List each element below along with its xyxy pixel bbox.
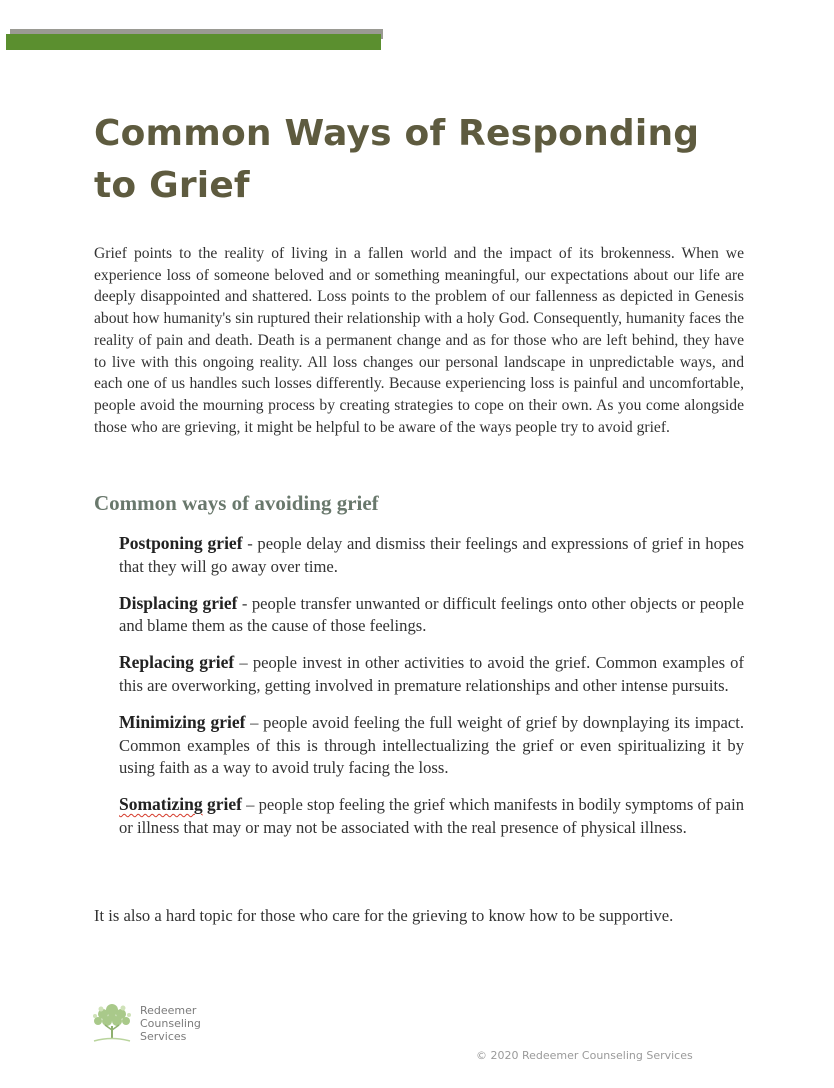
list-item bbox=[119, 651, 744, 698]
item-description: - people delay and dismiss their feelings and expressions of grief in hopes that they will go away over time. bbox=[119, 534, 744, 576]
item-term: Displacing grief bbox=[119, 592, 238, 613]
list-item bbox=[119, 532, 744, 579]
header-bar-green bbox=[6, 34, 381, 50]
list-item bbox=[119, 793, 744, 840]
copyright-text: © 2020 Redeemer Counseling Services bbox=[476, 1049, 693, 1062]
section-heading: Common ways of avoiding grief bbox=[94, 491, 379, 515]
grief-list bbox=[119, 532, 744, 853]
list-item bbox=[119, 711, 744, 780]
logo-line: Services bbox=[140, 1030, 187, 1043]
logo-line: Counseling bbox=[140, 1017, 201, 1030]
intro-paragraph: Grief points to the reality of living in a fallen world and the impact of its brokenness. When we experience loss of someone beloved and or something meaningful, our expectations about our life are deeply disappointed and shattered. Loss points to the problem of our fallenness as depicted in Genesis about how humanity's sin ruptured their relationship with a holy God. Consequently, humanity faces the reality of pain and death. Death is a permanent change and as for those who are left behind, they have to live with this ongoing reality. All loss changes our personal landscape in unpredictable ways, and each one of us handles such losses differently. Because experiencing loss is painful and uncomfortable, people avoid the mourning process by creating strategies to cope on their own. As you come alongside those who are grieving, it might be helpful to be aware of the ways people try to avoid grief. bbox=[94, 245, 744, 436]
footer-logo bbox=[90, 998, 230, 1046]
item-term-rest: grief bbox=[202, 794, 242, 815]
logo-line: Redeemer bbox=[140, 1004, 197, 1017]
list-item bbox=[119, 592, 744, 639]
page-title: Common Ways of Responding to Grief bbox=[94, 113, 700, 206]
item-description: – people stop feeling the grief which manifests in bodily symptoms of pain or illness that may or may not be associated with the real presence of physical illness. bbox=[119, 795, 745, 837]
item-term: Replacing grief bbox=[119, 652, 235, 673]
item-term-misspelled[interactable]: Somatizing bbox=[119, 794, 203, 815]
tree-icon bbox=[90, 1000, 134, 1044]
item-description: – people invest in other activities to avoid the grief. Common examples of this are overworking, getting involved in premature relationships and other intense pursuits. bbox=[119, 653, 744, 695]
item-description: - people transfer unwanted or difficult feelings onto other objects or people and blame them as the cause of those feelings. bbox=[119, 593, 744, 636]
logo-text bbox=[140, 1004, 201, 1043]
closing-paragraph: It is also a hard topic for those who care for the grieving to know how to be supportive. bbox=[94, 906, 674, 925]
item-term: Postponing grief bbox=[119, 533, 243, 553]
item-description: – people avoid feeling the full weight of grief by downplaying its impact. Common examples of this is through intellectualizing the grief or even spiritualizing it by using faith as a way to avoid truly facing the loss. bbox=[119, 712, 744, 778]
item-term: Minimizing grief bbox=[119, 711, 246, 732]
